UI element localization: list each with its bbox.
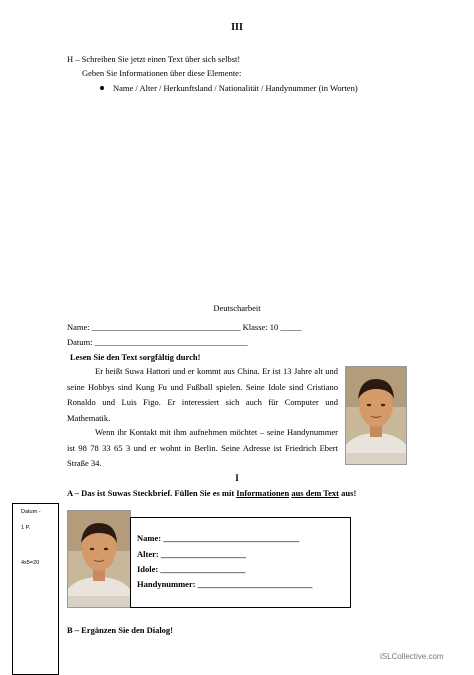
read-instruction: Lesen Sie den Text sorgfältig durch! xyxy=(70,352,201,362)
paragraph-2-text: Wenn ihr Kontakt mit ihm aufnehmen möchtet – seine Handynummer ist 98 78 33 65 3 und er wohnt in Berlin. Seine Adresse ist Friedrich Ebert Straße 34. xyxy=(67,427,338,468)
task-h-bullet-text: Name / Alter / Herkunftsland / Nationalität / Handynummer (in Worten) xyxy=(113,83,358,93)
bullet-icon xyxy=(100,86,104,90)
task-a-instruction xyxy=(67,488,356,498)
card-idole-field[interactable]: Idole: ____________________ xyxy=(137,564,246,574)
page-number: III xyxy=(231,22,243,33)
date-line: Datum: ____________________________________ xyxy=(67,337,248,347)
reading-paragraph-1 xyxy=(67,364,338,426)
points-side-box xyxy=(12,503,59,675)
site-watermark: iSLCollective.com xyxy=(380,652,444,661)
reading-paragraph-2 xyxy=(67,425,338,472)
task-a-underline-informationen: Informationen xyxy=(236,488,290,498)
side-box-calc: 4x5=20 xyxy=(21,560,40,566)
boy-portrait-image xyxy=(346,367,406,464)
task-b-instruction: B – Ergänzen Sie den Dialog! xyxy=(67,625,174,635)
task-a-underline-text: aus dem Text xyxy=(291,488,340,498)
task-h-subheading: Geben Sie Informationen über diese Elemente: xyxy=(82,68,242,78)
paragraph-1-text: Er heißt Suwa Hattori und er kommt aus China. Er ist 13 Jahre alt und seine Hobbys sind Kung Fu und Fußball spielen. Seine Idole sind Cristiano Ronaldo und Luis Figo. Er interessiert sich auch für Computer und Mathematik. xyxy=(67,366,338,423)
boy-photo-profile xyxy=(67,510,131,608)
boy-photo xyxy=(345,366,407,465)
profile-card xyxy=(130,517,351,608)
document-title: Deutscharbeit xyxy=(213,303,261,313)
card-alter-field[interactable]: Alter: ____________________ xyxy=(137,549,246,559)
boy-portrait-image-2 xyxy=(68,511,130,607)
card-handynummer-field[interactable]: Handynummer: ___________________________ xyxy=(137,579,313,589)
task-h-bullet-item xyxy=(100,83,358,93)
side-box-datum: Datum - xyxy=(21,509,41,515)
section-numeral: I xyxy=(235,473,239,483)
task-a-suffix: aus! xyxy=(339,488,357,498)
side-box-points: 1 P. xyxy=(21,525,31,531)
task-a-prefix: A – Das ist Suwas Steckbrief. Füllen Sie es mit xyxy=(67,488,237,498)
task-h-heading: H – Schreiben Sie jetzt einen Text über sich selbst! xyxy=(67,54,241,64)
name-class-line: Name: ___________________________________ Klasse: 10 _____ xyxy=(67,322,302,332)
card-name-field[interactable]: Name: ________________________________ xyxy=(137,533,300,543)
